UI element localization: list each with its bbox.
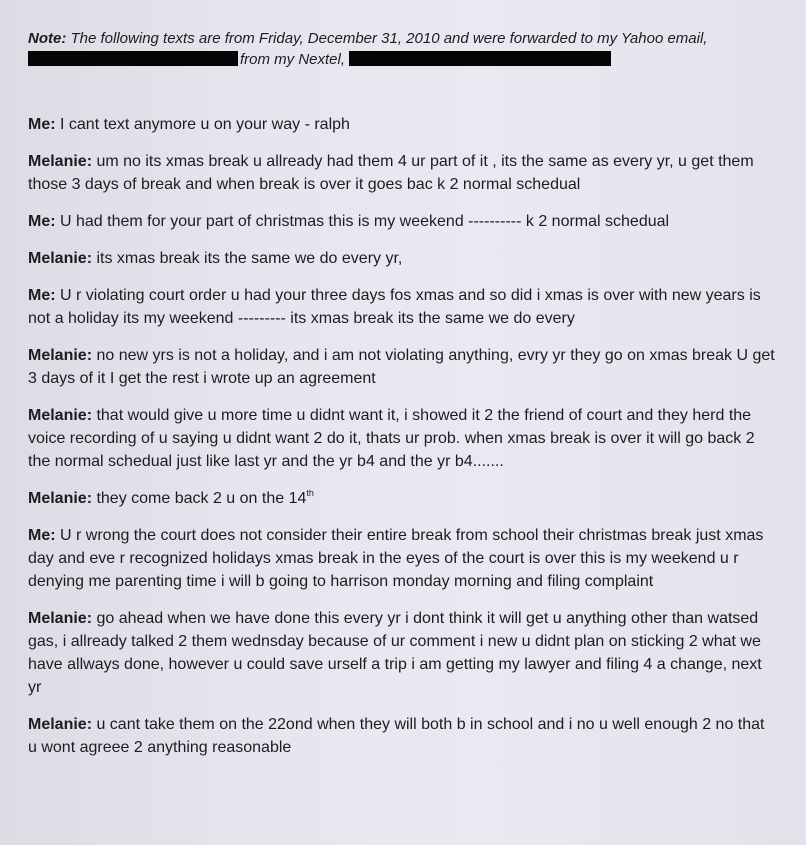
note-line-2 [28, 49, 776, 70]
message [28, 210, 776, 233]
redaction-bar-email [28, 51, 238, 66]
redaction-bar-phone [349, 51, 611, 66]
note-text: The following texts are from Friday, December 31, 2010 and were forwarded to my Yahoo email, [66, 30, 708, 47]
message-text: its xmas break its the same we do every yr, [92, 250, 403, 267]
note-label: Note: [28, 30, 67, 47]
message-text: um no its xmas break u allready had them 4 ur part of it , its the same as every yr, u get them those 3 days of break and when break is over it goes bac k 2 normal schedual [28, 153, 754, 193]
note-header [28, 28, 776, 70]
message-text: no new yrs is not a holiday, and i am not violating anything, evry yr they go on xmas break U get 3 days of it I get the rest i wrote up an agreement [28, 347, 775, 387]
message-text: U had them for your part of christmas this is my weekend ---------- k 2 normal schedual [55, 213, 670, 230]
message-sender: Melanie: [28, 490, 93, 507]
message [28, 113, 776, 136]
message-sender: Me: [28, 116, 56, 133]
note-text-nextel: from my Nextel, [240, 51, 346, 68]
message [28, 607, 776, 699]
message [28, 150, 776, 196]
message-text: u cant take them on the 22ond when they will both b in school and i no u well enough 2 no that u wont agreee 2 anything reasonable [28, 716, 765, 756]
message [28, 247, 776, 270]
note-line-1 [28, 28, 776, 49]
message [28, 524, 776, 593]
message-sender: Me: [28, 527, 56, 544]
message-list [28, 113, 776, 759]
message [28, 284, 776, 330]
message [28, 404, 776, 473]
message [28, 487, 776, 510]
message-sender: Me: [28, 287, 56, 304]
message [28, 713, 776, 759]
ordinal-suffix: th [306, 488, 314, 498]
message-sender: Melanie: [28, 716, 93, 733]
message-text: go ahead when we have done this every yr i dont think it will get u anything other than watsed gas, i allready talked 2 them wednsday because of ur comment i new u didnt plan on sticking 2 what we have allways done, however u could save urself a trip i am getting my lawyer and filing 4 a change, next yr [28, 610, 762, 696]
message-sender: Melanie: [28, 610, 93, 627]
message-text: I cant text anymore u on your way - ralph [55, 116, 350, 133]
message-sender: Me: [28, 213, 56, 230]
message-sender: Melanie: [28, 153, 93, 170]
message-sender: Melanie: [28, 250, 93, 267]
message-text: they come back 2 u on the 14 [92, 490, 307, 507]
message-text: that would give u more time u didnt want it, i showed it 2 the friend of court and they herd the voice recording of u saying u didnt want 2 do it, thats ur prob. when xmas break is over it will go back 2 the normal schedual just like last yr and the yr b4 and the yr b4....... [28, 407, 755, 470]
message-text: U r violating court order u had your three days fos xmas and so did i xmas is over with new years is not a holiday its my weekend --------- its xmas break its the same we do every [28, 287, 761, 327]
message-text: U r wrong the court does not consider their entire break from school their christmas break just xmas day and eve r recognized holidays xmas break in the eyes of the court is over this is my weekend u r denying me parenting time i will b going to harrison monday morning and filing complaint [28, 527, 764, 590]
message [28, 344, 776, 390]
message-sender: Melanie: [28, 407, 93, 424]
message-sender: Melanie: [28, 347, 93, 364]
